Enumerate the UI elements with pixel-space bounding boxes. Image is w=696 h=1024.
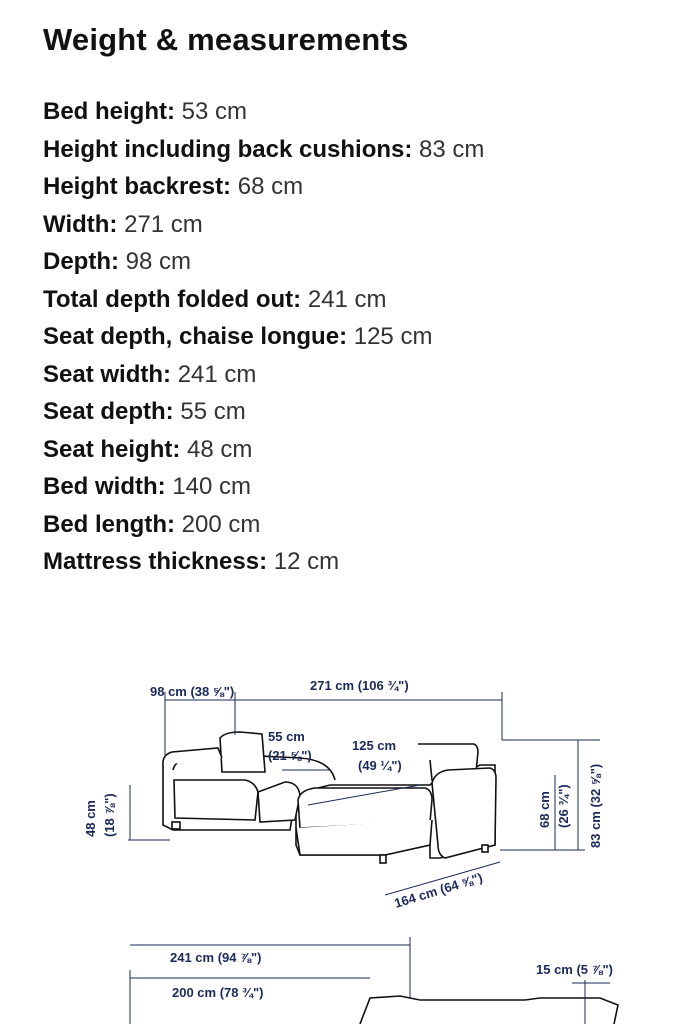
measurement-value: 12 cm [273, 548, 340, 575]
dimension-width: 271 cm (106 ¾") [310, 678, 409, 693]
dimension-total-height: 83 cm (32 ⅝") [588, 763, 603, 848]
measurement-value: 271 cm [124, 210, 203, 238]
measurement-label: Height including back cushions: [43, 135, 413, 163]
measurement-label: Height backrest: [43, 173, 232, 200]
measurement-value: 241 cm [177, 360, 257, 388]
dimension-backrest-height-cm: 68 cm [537, 791, 552, 828]
measurement-depth [43, 243, 484, 281]
measurement-label: Total depth folded out: [43, 285, 302, 313]
dimension-bed-length: 200 cm (78 ¾") [172, 985, 264, 1000]
dimension-chaise-width: 164 cm (64 ⅝") [392, 869, 485, 911]
measurement-value: 48 cm [187, 435, 253, 463]
measurement-value: 125 cm [353, 323, 433, 350]
measurement-label: Seat depth, chaise longue: [43, 323, 348, 350]
measurement-label: Bed width: [43, 473, 166, 500]
dimension-drawing [0, 640, 696, 1024]
measurement-bed-width [43, 468, 484, 506]
dimension-mattress: 15 cm (5 ⅞") [536, 962, 613, 977]
dimension-seat-height-in: (18 ⅞") [102, 793, 117, 837]
measurement-width [43, 206, 484, 244]
sofa-illustration [163, 732, 496, 863]
measurement-seat-depth [43, 393, 484, 431]
measurement-label: Mattress thickness: [43, 548, 268, 575]
measurement-label: Seat depth: [43, 398, 174, 425]
measurement-value: 55 cm [180, 398, 246, 425]
measurement-value: 68 cm [237, 173, 304, 200]
measurement-mattress-thickness [43, 543, 484, 581]
dimension-seat-depth-cm: 55 cm [268, 729, 305, 744]
measurement-label: Depth: [43, 248, 119, 275]
measurement-bed-length [43, 506, 484, 544]
measurement-value: 200 cm [181, 510, 261, 538]
dimension-folded-depth: 241 cm (94 ⅞") [170, 950, 262, 965]
measurement-value: 83 cm [419, 135, 485, 163]
dimension-backrest-height-in: (26 ¾") [556, 784, 571, 828]
dimension-seat-depth-in: (21 ⅝") [268, 748, 312, 763]
measurement-height-backrest [43, 168, 484, 206]
measurement-label: Seat height: [43, 435, 181, 463]
dimension-chaise-depth-cm: 125 cm [352, 738, 397, 753]
measurement-seat-depth-chaise [43, 318, 484, 356]
measurement-value: 241 cm [307, 285, 387, 313]
measurement-label: Width: [43, 210, 118, 238]
measurement-total-depth-folded [43, 281, 484, 319]
dimension-seat-height-cm: 48 cm [83, 800, 98, 837]
measurement-seat-height [43, 431, 484, 469]
measurement-label: Bed length: [43, 510, 175, 538]
dimension-chaise-depth-in: (49 ¼") [358, 758, 402, 773]
measurement-value: 98 cm [125, 248, 192, 275]
measurement-seat-width [43, 356, 484, 394]
measurement-bed-height [43, 93, 484, 131]
page-title: Weight & measurements [43, 22, 409, 57]
measurement-label: Seat width: [43, 360, 172, 388]
measurement-list [43, 93, 484, 581]
measurement-value: 140 cm [172, 473, 252, 500]
dimension-depth: 98 cm (38 ⅝") [150, 684, 235, 699]
measurement-value: 53 cm [181, 98, 248, 125]
measurement-height-incl-cushions [43, 131, 484, 169]
measurement-label: Bed height: [43, 98, 175, 125]
